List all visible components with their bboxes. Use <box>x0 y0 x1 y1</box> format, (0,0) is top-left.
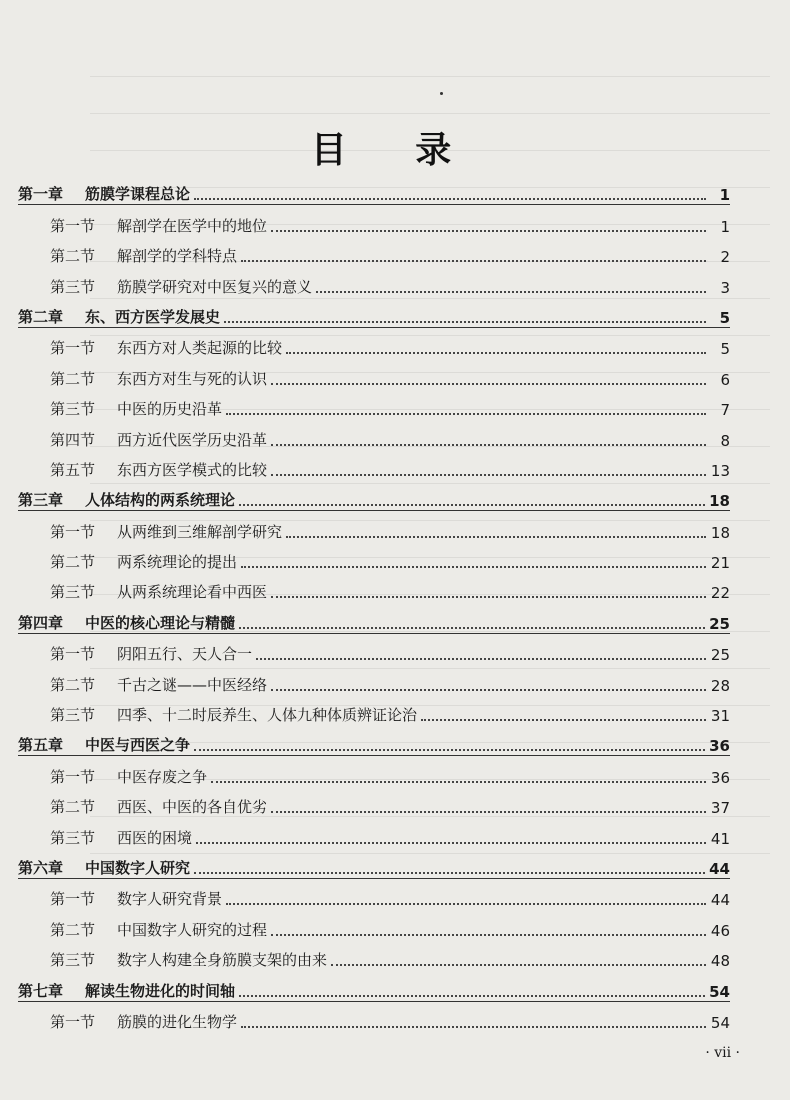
toc-page-number: 7 <box>720 401 730 420</box>
toc-page-number: 18 <box>710 523 730 542</box>
toc-entry-title: 西方近代医学历史沿革 <box>117 430 268 449</box>
toc-entry-number: 第七章 <box>18 981 64 1000</box>
dot-leader <box>271 444 706 446</box>
toc-entry-label <box>18 827 192 848</box>
toc-page-number: 44 <box>710 891 730 910</box>
dot-leader <box>239 627 705 629</box>
dot-leader <box>256 658 706 660</box>
dot-leader <box>224 321 706 323</box>
toc-entry-title: 西医的困境 <box>117 828 193 847</box>
toc-section-row <box>18 817 730 847</box>
toc-entry-title: 数字人构建全身筋膜支架的由来 <box>117 951 328 970</box>
toc-section-row <box>18 634 730 664</box>
toc-page-number: 54 <box>709 982 730 1001</box>
toc-entry-title: 从两系统理论看中西医 <box>117 583 268 602</box>
toc-page-number: 28 <box>710 676 730 695</box>
toc-entry-title: 四季、十二时辰养生、人体九种体质辨证论治 <box>117 706 418 725</box>
toc-page-number: 6 <box>720 370 730 389</box>
toc-entry-number: 第六章 <box>18 858 64 877</box>
toc-entry-label <box>18 521 282 542</box>
toc-entry-title: 中医存废之争 <box>117 767 208 786</box>
toc-page-number: 1 <box>720 217 730 236</box>
toc-entry-number: 第二节 <box>50 675 96 694</box>
toc-entry-label <box>18 857 190 878</box>
toc-entry-number: 第四节 <box>50 430 96 449</box>
toc-entry-label <box>18 337 282 358</box>
toc-entry-label <box>18 704 417 725</box>
toc-entry-label <box>18 796 267 817</box>
toc-entry-title: 人体结构的两系统理论 <box>85 491 236 510</box>
toc-section-row <box>18 879 730 909</box>
toc-chapter-row <box>18 602 730 633</box>
toc-entry-label <box>18 551 237 572</box>
toc-page-number: 37 <box>710 799 730 818</box>
dot-leader <box>331 964 706 966</box>
toc-entry-label <box>18 276 312 297</box>
toc-page-number: 36 <box>709 737 730 756</box>
toc-entry-title: 中国数字人研究 <box>85 858 191 877</box>
toc-page-number: 21 <box>710 554 730 573</box>
toc-section-row <box>18 664 730 694</box>
dot-leader <box>226 413 706 415</box>
dot-leader <box>194 198 706 200</box>
toc-page-number: 36 <box>710 768 730 787</box>
toc-entry-number: 第一节 <box>50 216 96 235</box>
toc-entry-number: 第一节 <box>50 1012 96 1031</box>
table-of-contents <box>18 174 730 1032</box>
toc-section-row <box>18 695 730 725</box>
toc-section-row <box>18 358 730 388</box>
toc-entry-label <box>18 612 235 633</box>
dot-leader <box>194 872 705 874</box>
toc-page-number: 31 <box>710 707 730 726</box>
dot-leader <box>241 1026 706 1028</box>
toc-page-number: 3 <box>720 278 730 297</box>
dot-leader <box>271 230 706 232</box>
toc-section-row <box>18 205 730 235</box>
toc-entry-number: 第一节 <box>50 645 96 664</box>
dot-leader <box>239 995 705 997</box>
toc-entry-label <box>18 245 237 266</box>
toc-page-number: 22 <box>710 584 730 603</box>
toc-entry-number: 第一节 <box>50 339 96 358</box>
toc-page-number: 18 <box>709 492 730 511</box>
toc-entry-number: 第四章 <box>18 613 64 632</box>
toc-section-row <box>18 542 730 572</box>
toc-entry-label <box>18 674 267 695</box>
toc-section-row <box>18 389 730 419</box>
toc-entry-title: 解剖学在医学中的地位 <box>117 216 268 235</box>
toc-entry-number: 第二节 <box>50 369 96 388</box>
toc-entry-title: 解读生物进化的时间轴 <box>85 981 236 1000</box>
toc-page-number: 8 <box>720 431 730 450</box>
dot-leader <box>239 504 705 506</box>
toc-section-row <box>18 940 730 970</box>
toc-entry-title: 中医的历史沿革 <box>117 400 223 419</box>
toc-entry-number: 第三节 <box>50 828 96 847</box>
toc-section-row <box>18 787 730 817</box>
toc-entry-label <box>18 489 235 510</box>
toc-entry-label <box>18 766 207 787</box>
toc-entry-label <box>18 919 267 940</box>
toc-page-number: 5 <box>719 308 730 327</box>
toc-entry-title: 从两维到三维解剖学研究 <box>117 522 283 541</box>
toc-section-row <box>18 511 730 541</box>
toc-page-number: 41 <box>710 829 730 848</box>
dot-leader <box>316 291 706 293</box>
toc-entry-label <box>18 306 220 327</box>
toc-entry-title: 筋膜的进化生物学 <box>117 1012 238 1031</box>
toc-entry-label <box>18 398 222 419</box>
toc-chapter-row <box>18 297 730 328</box>
dot-leader <box>194 749 705 751</box>
dot-leader <box>226 903 706 905</box>
toc-entry-number: 第一节 <box>50 522 96 541</box>
toc-entry-label <box>18 949 327 970</box>
toc-entry-number: 第一节 <box>50 767 96 786</box>
toc-entry-number: 第三节 <box>50 706 96 725</box>
toc-page-number: 46 <box>710 921 730 940</box>
dot-leader <box>241 566 706 568</box>
toc-entry-number: 第五章 <box>18 736 64 755</box>
toc-entry-title: 东西方医学模式的比较 <box>117 460 268 479</box>
dot-leader <box>271 811 706 813</box>
dot-leader <box>286 536 706 538</box>
toc-page-number: 54 <box>710 1013 730 1032</box>
dot-leader <box>271 383 706 385</box>
toc-entry-number: 第二章 <box>18 307 64 326</box>
toc-entry-title: 千古之谜——中医经络 <box>117 675 268 694</box>
dot-leader <box>271 474 706 476</box>
toc-entry-title: 中医的核心理论与精髓 <box>85 613 236 632</box>
toc-entry-title: 西医、中医的各自优劣 <box>117 798 268 817</box>
toc-page-number: 5 <box>720 340 730 359</box>
toc-entry-title: 东西方对人类起源的比较 <box>117 339 283 358</box>
toc-section-row <box>18 756 730 786</box>
toc-section-row <box>18 1002 730 1032</box>
dot-leader <box>421 719 706 721</box>
dot-leader <box>241 260 706 262</box>
toc-entry-number: 第一节 <box>50 890 96 909</box>
toc-entry-number: 第二节 <box>50 798 96 817</box>
toc-page-number: 13 <box>710 461 730 480</box>
toc-entry-title: 东、西方医学发展史 <box>85 307 221 326</box>
toc-entry-title: 东西方对生与死的认识 <box>117 369 268 388</box>
toc-entry-title: 解剖学的学科特点 <box>117 247 238 266</box>
toc-entry-number: 第二节 <box>50 920 96 939</box>
toc-page-number: 44 <box>709 859 730 878</box>
toc-entry-label <box>18 429 267 450</box>
toc-section-row <box>18 328 730 358</box>
dot-leader <box>271 689 706 691</box>
toc-entry-number: 第三章 <box>18 491 64 510</box>
toc-page-number: 1 <box>719 186 730 205</box>
toc-entry-label <box>18 643 252 664</box>
dot-leader <box>196 842 706 844</box>
toc-entry-label <box>18 368 267 389</box>
toc-entry-label <box>18 215 267 236</box>
toc-section-row <box>18 450 730 480</box>
dot-leader <box>211 781 706 783</box>
toc-entry-number: 第三节 <box>50 400 96 419</box>
page-title: 目 录 <box>310 130 480 171</box>
toc-entry-label <box>18 183 190 204</box>
toc-entry-number: 第三节 <box>50 277 96 296</box>
toc-chapter-row <box>18 848 730 879</box>
toc-entry-title: 中医与西医之争 <box>85 736 191 755</box>
toc-entry-number: 第二节 <box>50 247 96 266</box>
toc-entry-label <box>18 459 267 480</box>
toc-chapter-row <box>18 725 730 756</box>
toc-section-row <box>18 236 730 266</box>
toc-entry-label <box>18 581 267 602</box>
toc-entry-label <box>18 888 222 909</box>
toc-chapter-row <box>18 174 730 205</box>
toc-entry-title: 筋膜学课程总论 <box>85 185 191 204</box>
toc-chapter-row <box>18 970 730 1001</box>
toc-page-number: 25 <box>709 614 730 633</box>
toc-entry-title: 两系统理论的提出 <box>117 553 238 572</box>
dot-leader <box>271 596 706 598</box>
toc-chapter-row <box>18 480 730 511</box>
toc-section-row <box>18 572 730 602</box>
toc-page-number: 48 <box>710 952 730 971</box>
toc-entry-number: 第三节 <box>50 583 96 602</box>
toc-section-row <box>18 266 730 296</box>
toc-entry-number: 第二节 <box>50 553 96 572</box>
ink-speck <box>440 92 443 95</box>
toc-entry-title: 数字人研究背景 <box>117 890 223 909</box>
toc-page-number: 25 <box>710 646 730 665</box>
toc-page-number: 2 <box>720 248 730 267</box>
toc-entry-title: 筋膜学研究对中医复兴的意义 <box>117 277 313 296</box>
toc-entry-title: 中国数字人研究的过程 <box>117 920 268 939</box>
dot-leader <box>286 352 706 354</box>
page-number: · vii · <box>705 1045 740 1061</box>
toc-entry-number: 第五节 <box>50 460 96 479</box>
toc-entry-title: 阴阳五行、天人合一 <box>117 645 253 664</box>
toc-entry-label <box>18 1011 237 1032</box>
toc-entry-label <box>18 734 190 755</box>
toc-entry-number: 第一章 <box>18 185 64 204</box>
toc-section-row <box>18 419 730 449</box>
toc-section-row <box>18 909 730 939</box>
toc-entry-label <box>18 980 235 1001</box>
toc-entry-number: 第三节 <box>50 951 96 970</box>
dot-leader <box>271 934 706 936</box>
